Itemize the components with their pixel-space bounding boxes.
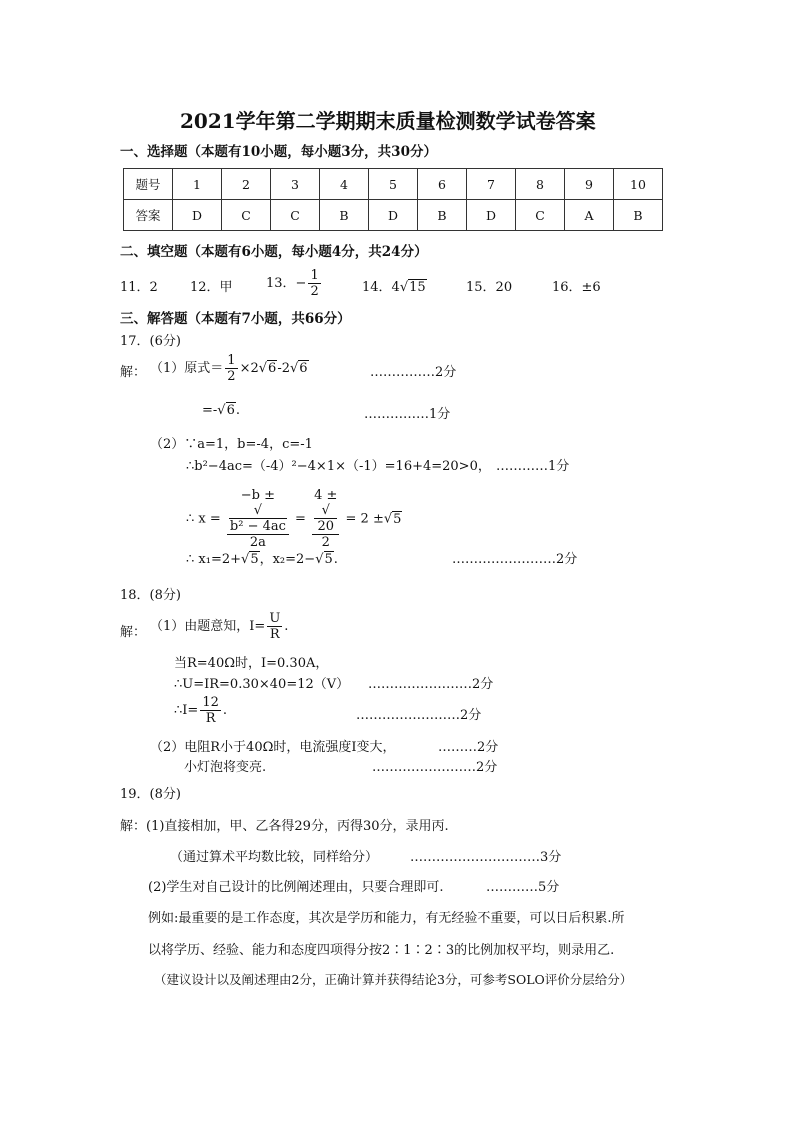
answer-11: 11．2 (120, 280, 158, 295)
answer-16: 16．±6 (552, 280, 601, 295)
table-cell: C (222, 200, 271, 231)
q18-line2: 当R=40Ω时，I=0.30A， (174, 656, 329, 671)
q17-quadratic-formula (186, 488, 402, 550)
q18-line6: 小灯泡将变亮. (184, 760, 267, 775)
table-cell: B (418, 200, 467, 231)
fraction-numerator: 12 (202, 695, 219, 710)
radicand: b² − 4ac (229, 519, 286, 534)
q18-line4 (174, 695, 227, 726)
sqrt-icon: √ (315, 552, 324, 567)
score-mark: ……………………2分 (452, 552, 578, 567)
score-mark: ……………………2分 (372, 760, 498, 775)
expr-text: （1）由题意知，I= (150, 619, 266, 634)
expr-text: = 2 ± (345, 511, 384, 527)
q18-jie: 解： (120, 625, 147, 640)
table-cell: C (271, 200, 320, 231)
fraction-denominator: 2a (249, 535, 266, 550)
radicand: 20 (314, 518, 337, 534)
q18-line1 (150, 611, 288, 642)
radicand: 5 (250, 552, 259, 567)
answer-table (123, 168, 663, 231)
sqrt-icon: √ (321, 503, 330, 518)
section2-heading: 二、填空题（本题有6小题，每小题4分，共24分） (120, 244, 428, 260)
table-cell: D (173, 200, 222, 231)
radicand: 6 (299, 361, 308, 376)
fraction (308, 268, 320, 299)
table-cell: 2 (222, 169, 271, 200)
score-mark: ……………1分 (364, 407, 451, 422)
sqrt-icon: √ (399, 280, 409, 295)
q17-part1-label: （1）原式＝ (150, 361, 224, 376)
fraction (200, 695, 221, 726)
score-mark: ……………………2分 (356, 708, 482, 723)
score-mark: …………5分 (486, 880, 560, 895)
sqrt-icon: √ (241, 552, 250, 567)
section1-heading: 一、选择题（本题有10小题，每小题3分，共30分） (120, 144, 437, 160)
table-row-answers (124, 200, 663, 231)
fraction (267, 611, 282, 642)
answer-15: 15．20 (466, 280, 513, 295)
q17-part2-line1: （2）∵a=1，b=-4，c=-1 (150, 437, 313, 452)
q19-line2: （通过算术平均数比较，同样给分） (170, 850, 379, 865)
q17-solution (186, 548, 338, 567)
score-mark: …………………………3分 (410, 850, 562, 865)
answer-12: 12．甲 (190, 280, 233, 295)
fraction-numerator (312, 488, 339, 535)
score-mark: …………1分 (496, 459, 570, 474)
expr-text: ，x₂=2− (259, 552, 316, 567)
score-mark: ………2分 (438, 740, 499, 755)
sqrt-icon: √ (383, 511, 393, 527)
expr-text: . (284, 619, 289, 634)
table-cell: 4 (320, 169, 369, 200)
q18-line5: （2）电阻R小于40Ω时，电流强度I变大， (150, 740, 396, 755)
radicand: 5 (324, 552, 333, 567)
radicand: 6 (268, 361, 277, 376)
expr-text: . (235, 403, 241, 418)
expr-text: -2 (277, 361, 290, 376)
score-mark: ……………………2分 (368, 677, 494, 692)
fraction (312, 488, 339, 550)
expr-text: ×2 (239, 361, 259, 376)
sqrt-icon: √ (289, 361, 299, 376)
table-cell: 3 (271, 169, 320, 200)
expr-text: . (333, 552, 338, 567)
table-cell: B (320, 200, 369, 231)
expr-text: =- (202, 403, 218, 418)
q19-line5: 以将学历、经验、能力和态度四项得分按2∶1∶2∶3的比例加权平均，则录用乙. (148, 943, 615, 958)
table-cell: D (467, 200, 516, 231)
table-cell: 10 (614, 169, 663, 200)
fraction (227, 488, 289, 550)
table-row-numbers (124, 169, 663, 200)
fraction-denominator: 2 (227, 369, 236, 384)
table-cell: 1 (173, 169, 222, 200)
fraction-numerator: 1 (310, 268, 319, 283)
table-cell: B (614, 200, 663, 231)
fraction-denominator: R (205, 711, 216, 726)
table-cell: 7 (467, 169, 516, 200)
q18-label: 18．(8分) (120, 588, 181, 603)
table-cell: 5 (369, 169, 418, 200)
expr-text: = (295, 511, 306, 527)
q18-line3: ∴U=IR=0.30×40=12（V） (174, 677, 350, 692)
table-header-cell: 题号 (124, 169, 173, 200)
fraction-numerator: U (269, 611, 281, 626)
q19-line1: 解：(1)直接相加，甲、乙各得29分，丙得30分，录用丙. (120, 819, 449, 834)
expr-text: ∴I= (174, 703, 199, 718)
sqrt-icon: √ (258, 361, 268, 376)
q17-part2-line2: ∴b²−4ac=（-4）²−4×1×（-1）=16+4=20>0， (186, 459, 491, 474)
answer-14-label: 14．4 (362, 280, 400, 295)
section3-heading: 三、解答题（本题有7小题，共66分） (120, 311, 351, 327)
q17-jie: 解： (120, 365, 147, 380)
q17-part1-result (202, 403, 240, 418)
radicand: 5 (393, 511, 402, 527)
expr-text: ∴ x₁=2+ (186, 552, 242, 567)
fraction (225, 353, 237, 384)
answer-14 (362, 276, 427, 295)
q19-line3: (2)学生对自己设计的比例阐述理由，只要合理即可. (148, 880, 444, 895)
q17-part1 (150, 353, 309, 384)
table-cell: 8 (516, 169, 565, 200)
q19-label: 19．(8分) (120, 787, 181, 802)
q19-line4: 例如:最重要的是工作态度，其次是学历和能力，有无经验不重要，可以日后积累.所 (148, 911, 625, 926)
q19-note: （建议设计以及阐述理由2分，正确计算并获得结论3分，可参考SOLO评价分层给分） (154, 972, 633, 987)
q17-label: 17．(6分) (120, 334, 181, 349)
expr-text: . (222, 703, 227, 718)
expr-text: −b ± (240, 488, 276, 503)
answer-13-label: 13．− (266, 276, 307, 291)
table-header-cell: 答案 (124, 200, 173, 231)
fraction-denominator: R (269, 627, 280, 642)
page-title: 2021学年第二学期期末质量检测数学试卷答案 (180, 109, 596, 133)
expr-text: ∴ x = (186, 511, 221, 527)
radicand: 6 (226, 403, 235, 418)
fraction-numerator (227, 488, 289, 535)
radicand: 15 (409, 280, 426, 295)
expr-text: 4 ± (314, 488, 338, 503)
sqrt-icon: √ (253, 503, 263, 518)
fraction-numerator: 1 (227, 353, 236, 368)
score-mark: ……………2分 (370, 365, 457, 380)
sqrt-icon: √ (217, 403, 226, 418)
table-cell: D (369, 200, 418, 231)
fraction-denominator: 2 (310, 284, 319, 299)
table-cell: 6 (418, 169, 467, 200)
table-cell: 9 (565, 169, 614, 200)
answer-13 (266, 268, 323, 299)
table-cell: A (565, 200, 614, 231)
table-cell: C (516, 200, 565, 231)
fraction-denominator: 2 (321, 535, 330, 550)
